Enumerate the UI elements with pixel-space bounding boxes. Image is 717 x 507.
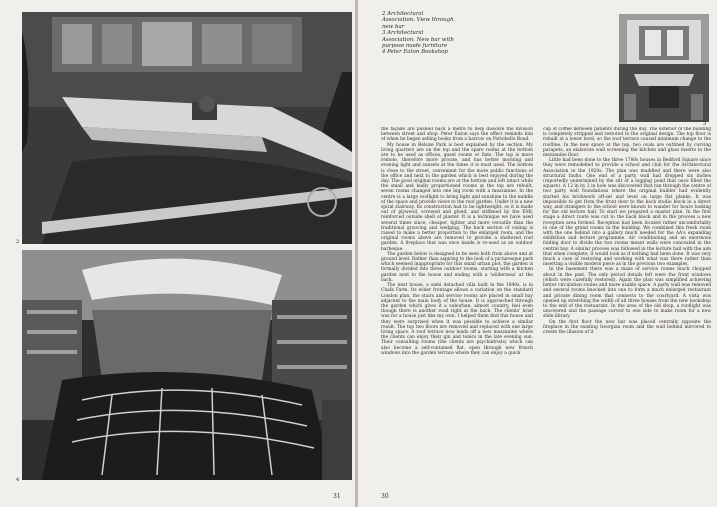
photo-peter-eaton-bookshop (22, 250, 352, 480)
caption-line: Association. New bar with (382, 36, 454, 43)
paragraph: Little had been done to the three 1780s houses in Bedford Square since they were remodelled to provide a school and club for the Architectural Association in the 1920s. The plan was muddled and there were also structural faults. One end of a party wall had dropped six inches (reportedly undermined by the silt of a logging pond that once filled the square). A 12 in by 2 in hole was discovered that ran through the centre of two party wall foundations where the original builder had evidently started his brickwork off-set and level on large flat planks. It was impossible to get from the front door to the back studio block in a direct way, and strangers to the school were known to wander for hours looking for the old lecture hall. To start we prepared a master plan. In the first stage a direct route was cut to the back block and in the process a new reception area formed. Reception had been located rather uncomfortably in one of the grand rooms in the building. We combined this fresh room with the one behind into a gallery much needed for the AA's expanding exhibition and lecture programme. Air conditioning and an enormous folding door to divide the two rooms meant walls were concealed in the central bay. A similar process was followed in the lecture hall with the aim that when complete, it would look as if nothing had been done. It was very much a case of restoring and working with what was there rather than inserting a visible modern piece as in the previous two examples. (543, 158, 711, 268)
paragraph: cup of coffee between patients during the day. The exterior of the building is completely stripped and restored to the original design. The top floor is rebuilt at a lower level, so the roof terrace caused minimum change to the roofline. In the new space at the top, two ovals are outlined by curving parapets, an elaborate wall screening the kitchen and glass inserts in the mezzanine floor. (543, 127, 711, 159)
figure-number-3: 3 (703, 121, 707, 127)
paragraph: The garden below is designed to be seen both from above and at ground level. Rather than aspiring to the look of a picturesque park which seemed inappropriate for this small urban plot, the garden is formally divided into three outdoor rooms, starting with a kitchen garden next to the house and ending with a 'wilderness' at the back. (381, 251, 533, 283)
body-text-column-1 (381, 127, 533, 491)
paragraph: the façade are pushed back a metre to help dissolve the division between street and shop. Peter Eaton says the effect reminds him of when he began selling books from a barrow on Portobello Road. (381, 127, 533, 143)
paragraph: My house in Belsize Park is best explained by the section. My living quarters are on the top and the spare rooms at the bottom are to be used as offices, guest rooms or flats. The top is more remote, therefore more private, and has better morning and evening light and sunsets at the times it is most used. The bottom is close to the street, convenient for the more public functions of the office and next to the garden which is best enjoyed during the day. The good original rooms are at the bottom and left intact while the small and badly proportioned rooms at the top are rebuilt, seven rooms changed into one big room with a mezzanine. In the centre is a large rooflight to bring light and sunshine to the middle of the space and provide views to the roof garden. Under it is a new spiral stairway. Its construction had to be lightweight, so it is made out of plywood, screwed and glued, and stiffened by the EML reinforced outside shell of plaster. It is a technique we have used several times since, cheaper, lighter and more versatile than the traditional grooving and wedging. The back section of ceiling is raised to make a better proportion to the enlarged room, and the original rooms above are removed to provide a sheltered roof garden. A fireplace that was once inside is re-used as an outdoor barbeque. (381, 142, 533, 252)
paragraph: In the basement there was a maze of service rooms much chopped about in the past. The only period details left were the front windows (which were carefully restored). Again the plan was simplified achieving better circulation routes and more usable space. A party wall was removed and several rooms knocked into one to form a much enlarged restaurant and private dining room that connects to the courtyard. A vista was opened up stretching the width of all three houses from the new bookshop to the end of the restaurant. In the area of the old shop, a rooflight was uncovered and the passage curved to one side to make room for a new slide library. (543, 267, 711, 320)
photo-architectural-association-new-bar (619, 14, 709, 122)
caption-line: 2 Architectural (382, 11, 424, 17)
photo-captions (382, 11, 494, 56)
paragraph: The next house, a semi detached villa built in the 1840s, is in Chalk Farm. Its wider frontage allows a variation on the standard London plan, the stairs and service rooms are placed in small bay adjacent to the main body of the house. It is approached through the garden which gives it a suburban, almost country, feel even though there is another road right at the back. The clients' brief was for a house just like my own. I helped them find this house and they were surprised when it was possible to achieve a similar result. The top two floors are removed and replaced with one large living space. A roof terrace now leads off a new mezzanine where the clients can enjoy their gin and tonics in the late evening sun. Their consulting rooms (the clients are psychiatrists) which can also become a self-contained flat, open through new french windows into the garden terrace where they can enjoy a quick (381, 283, 533, 356)
photo-architectural-association-bar (22, 12, 352, 244)
caption-line: new bar (382, 23, 405, 30)
page-number-right: 30 (381, 493, 389, 500)
paragraph: On the first floor the new bar was placed centrally opposite the fireplace in the existing Georgian room and the wall behind mirrored to create the illusion of it (543, 319, 711, 335)
caption-line: purpose made furniture (382, 43, 448, 50)
figure-number-4: 4 (16, 477, 20, 483)
caption-line: Association. View through (382, 17, 454, 24)
figure-number-2: 2 (16, 239, 20, 245)
body-text-column-2 (543, 127, 711, 491)
page-number-left: 31 (333, 493, 341, 500)
caption-line: 4 Peter Eaton Bookshop (382, 49, 448, 56)
caption-line: 3 Architectural (382, 30, 424, 37)
